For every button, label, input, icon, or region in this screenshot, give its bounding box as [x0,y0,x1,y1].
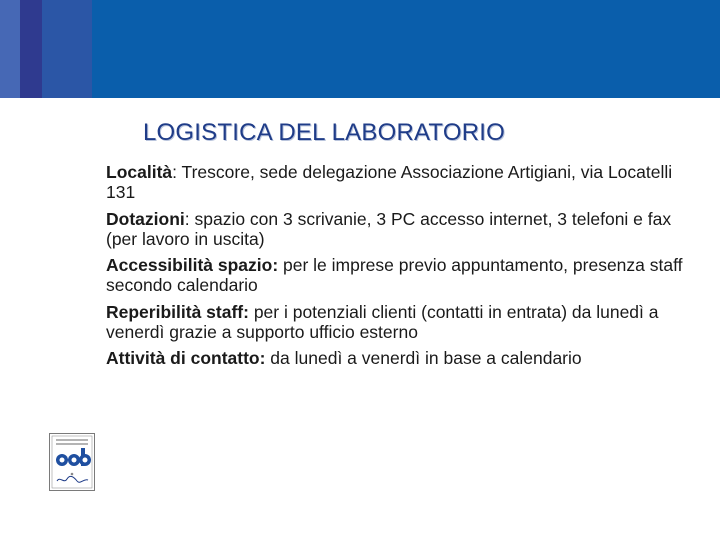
logo-graphic [50,434,94,490]
aab-logo-icon [49,433,95,491]
item-text: da lunedì a venerdì in base a calendario [265,348,582,368]
slide-title: LOGISTICA DEL LABORATORIO [143,119,505,146]
item-text: per le imprese previo appuntamento, presenza staff secondo calendario [106,255,683,295]
list-item [106,162,696,202]
header-band [0,0,720,98]
bullet-list [106,162,696,375]
item-label: Attività di contatto: [106,348,266,368]
item-label: Dotazioni [106,208,185,229]
header-stripe [0,0,20,98]
list-item [106,348,696,368]
item-text: : Trescore, sede delegazione Associazione Artigiani, via Locatelli 131 [106,162,673,202]
list-item [106,209,696,249]
header-stripe [42,0,92,98]
list-item [106,302,696,342]
header-stripe [20,0,42,98]
item-text: per i potenziali clienti (contatti in entrata) da lunedì a venerdì grazie a supporto ufficio esterno [106,301,659,342]
item-label: Accessibilità spazio: [106,255,279,275]
item-text: : spazio con 3 scrivanie, 3 PC accesso internet, 3 telefoni e fax (per lavoro in uscita) [106,208,672,249]
item-label: Località [106,162,173,182]
item-label: Reperibilità staff: [106,301,249,322]
list-item [106,255,696,295]
